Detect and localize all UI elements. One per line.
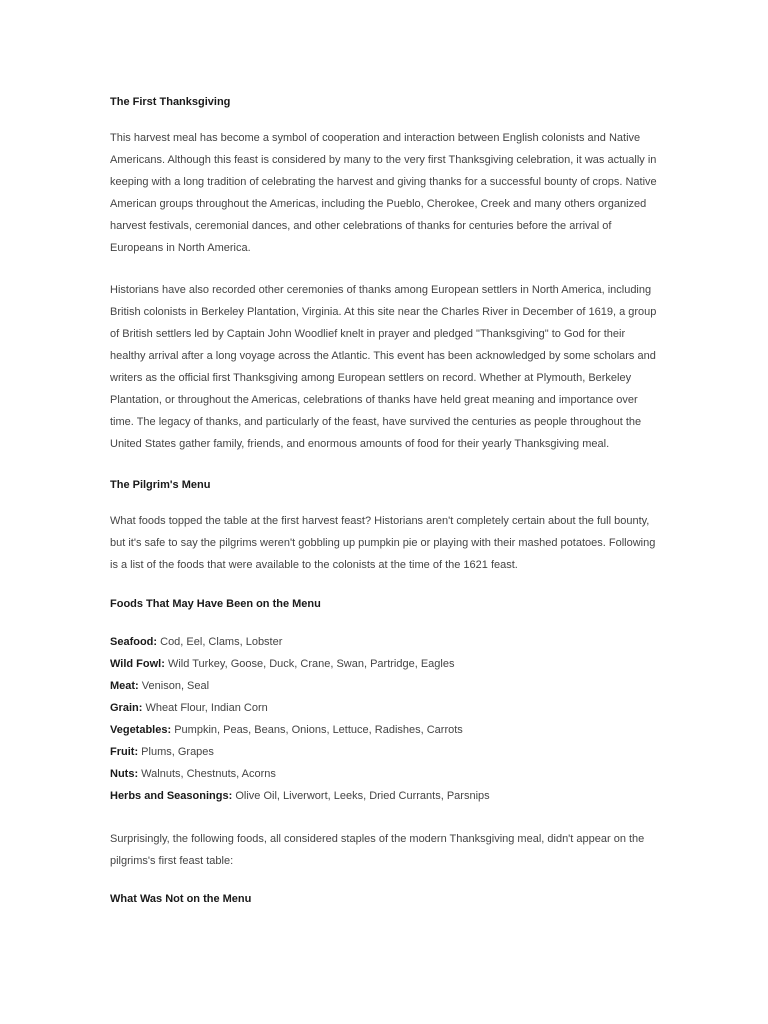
paragraph-surprisingly: Surprisingly, the following foods, all considered staples of the modern Thanksgiving meal, didn't appear on the pilgrims's first feast table: [110,832,645,867]
food-items: Pumpkin, Peas, Beans, Onions, Lettuce, Radishes, Carrots [174,724,463,737]
food-item-herbs [110,786,658,808]
food-items: Cod, Eel, Clams, Lobster [160,636,283,649]
food-label: Grain: [110,702,143,715]
food-items: Olive Oil, Liverwort, Leeks, Dried Currants, Parsnips [235,789,490,802]
paragraph-harvest-meal: This harvest meal has become a symbol of cooperation and interaction between English colonists and Native Americans. Although this feast is considered by many to the very first Thanksgiving celebration, it was actually in keeping with a long tradition of celebrating the harvest and giving thanks for a successful bounty of crops. Native American groups throughout the Americas, including the Pueblo, Cherokee, Creek and many others organized harvest festivals, ceremonial dances, and other celebrations of thanks for centuries before the arrival of Europeans in North America. [110,132,657,254]
food-item-fruit [110,742,658,764]
food-item-grain [110,698,658,720]
document-page [110,94,658,907]
food-item-vegetables [110,720,658,742]
food-items: Venison, Seal [141,680,210,693]
paragraph-what-foods: What foods topped the table at the first harvest feast? Historians aren't completely certain about the full bounty, but it's safe to say the pilgrims weren't gobbling up pumpkin pie or playing with their mashed potatoes. Following is a list of the foods that were available to the colonists at the time of the 1621 feast. [110,514,656,571]
food-list [110,632,658,807]
food-label: Meat: [110,680,139,693]
food-label: Herbs and Seasonings: [110,789,233,802]
food-item-wild-fowl [110,654,658,676]
food-item-meat [110,676,658,698]
food-items: Wheat Flour, Indian Corn [145,702,268,715]
food-item-seafood [110,632,658,654]
food-item-nuts [110,764,658,786]
heading-pilgrims-menu: The Pilgrim's Menu [110,478,211,491]
food-label: Seafood: [110,636,158,649]
food-items: Walnuts, Chestnuts, Acorns [141,767,276,780]
food-label: Vegetables: [110,724,172,737]
heading-first-thanksgiving: The First Thanksgiving [110,96,231,108]
heading-foods-on-menu: Foods That May Have Been on the Menu [110,598,321,611]
paragraph-historians: Historians have also recorded other ceremonies of thanks among European settlers in North America, including British colonists in Berkeley Plantation, Virginia. At this site near the Charles River in December of 1619, a group of British settlers led by Captain John Woodlief knelt in prayer and pledged "Thanksgiving" to God for their healthy arrival after a long voyage across the Atlantic. This event has been acknowledged by some scholars and writers as the official first Thanksgiving among European settlers on record. Whether at Plymouth, Berkeley Plantation, or throughout the Americas, celebrations of thanks have held great meaning and importance over time. The legacy of thanks, and particularly of the feast, have survived the centuries as people throughout the United States gather family, friends, and enormous amounts of food for their yearly Thanksgiving meal. [110,284,657,450]
food-items: Wild Turkey, Goose, Duck, Crane, Swan, Partridge, Eagles [167,658,455,671]
heading-not-on-menu: What Was Not on the Menu [110,893,252,906]
food-label: Wild Fowl: [110,658,165,671]
food-items: Plums, Grapes [141,745,214,758]
food-label: Fruit: [110,745,139,758]
food-label: Nuts: [110,767,139,780]
